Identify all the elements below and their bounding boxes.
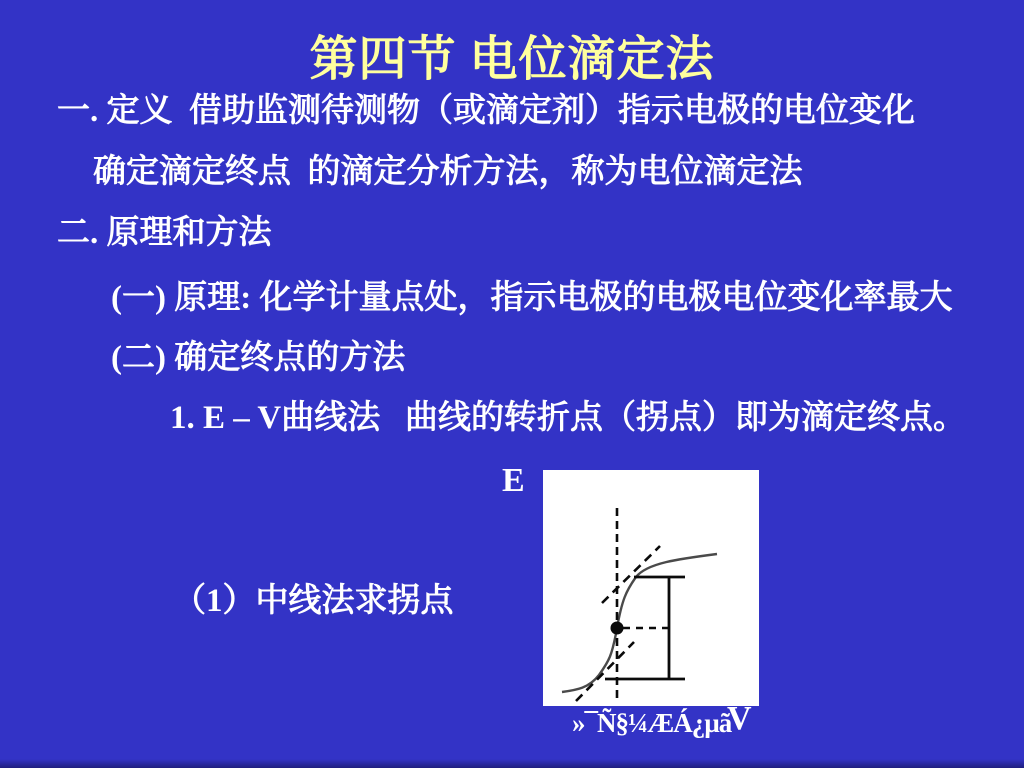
body-line-principle: (一) 原理: 化学计量点处，指示电极的电极电位变化率最大	[111, 280, 953, 316]
body-line-principle-heading: 二. 原理和方法	[57, 215, 272, 251]
body-line-ev-curve-method: 1. E – V曲线法 曲线的转折点（拐点）即为滴定终点。	[170, 400, 966, 436]
slide-bottom-edge-shade	[0, 759, 1024, 768]
slide-title: 第四节 电位滴定法	[309, 33, 715, 86]
titration-curve-figure	[543, 470, 759, 706]
body-line-definition-1: 一. 定义 借助监测待测物（或滴定剂）指示电极的电位变化	[57, 93, 915, 129]
body-line-definition-2: 确定滴定终点 的滴定分析方法，称为电位滴定法	[93, 154, 803, 190]
body-line-endpoint-methods: (二) 确定终点的方法	[111, 340, 406, 376]
titration-curve	[562, 554, 717, 692]
inflection-dot	[611, 622, 624, 635]
tangent-line-upper	[602, 546, 660, 603]
figure-y-axis-label: E	[502, 462, 525, 499]
body-line-midline-method: （1）中线法求拐点	[173, 583, 454, 619]
tangent-line-lower	[576, 642, 634, 701]
titration-curve-plot	[543, 470, 759, 706]
figure-x-axis-label: V	[727, 700, 752, 737]
figure-caption-garbled-text: »¯Ñ§¼ÆÁ¿µã	[572, 708, 732, 738]
